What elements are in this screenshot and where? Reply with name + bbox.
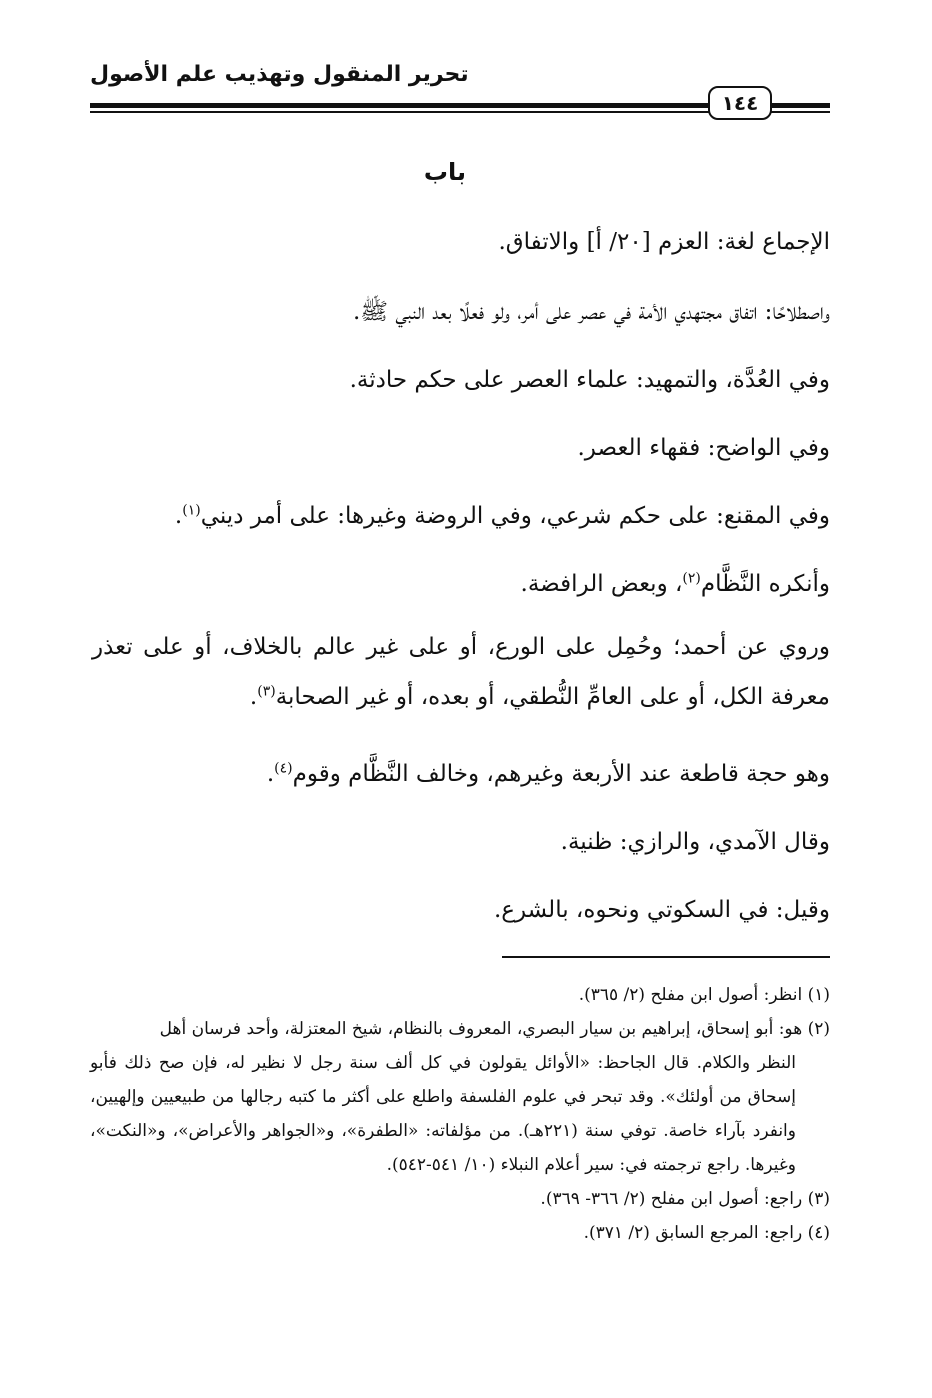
footnote-1: (١) انظر: أصول ابن مفلح (٢/ ٣٦٥). [578, 985, 830, 1005]
paragraph-text: وهو حجة قاطعة عند الأربعة وغيرهم، وخالف النَّظَّام وقوم [292, 761, 830, 787]
paragraph-text: وفي المقنع: على حكم شرعي، وفي الروضة وغيرها: على أمر ديني [200, 503, 830, 529]
paragraph-end: . [174, 503, 183, 529]
paragraph-conclusive-proof [267, 758, 830, 790]
paragraph-technical-definition: واصطلاحًا: اتفاق مجتهدي الأمة في عصر على أمر، ولو فعلًا بعد النبي ﷺ. [352, 299, 830, 325]
paragraph-lexical-definition: الإجماع لغة: العزم [٢٠/ أ] والاتفاق. [498, 229, 830, 255]
paragraph-text: وأنكره النَّظَّام [700, 571, 830, 597]
paragraph-muqni-rawda [175, 500, 830, 532]
footnote-2-lead: (٢) هو: أبو إسحاق، إبراهيم بن سيار البصري، المعروف بالنظام، شيخ المعتزلة، وأحد فرسان أهل [159, 1019, 830, 1039]
footnote-ref-2[interactable]: (٢) [682, 570, 701, 587]
footnote-ref-1[interactable]: (١) [182, 502, 201, 519]
paragraph-amidi-razi: وقال الآمدي، والرازي: ظنية. [560, 829, 830, 855]
chapter-heading: باب [423, 158, 467, 186]
paragraph-ahmad-narration [92, 622, 830, 722]
paragraph-nazzam-denial [521, 568, 830, 600]
paragraph-text-continued: ، وبعض الرافضة. [520, 571, 683, 597]
running-title: تحرير المنقول وتهذيب علم الأصول [90, 62, 469, 87]
paragraph-text: وروي عن أحمد؛ وحُمِل على الورع، أو على غير عالم بالخلاف، أو على تعذر معرفة الكل، أو على العامِّ النُّطقي، أو بعده، أو غير الصحابة [92, 634, 830, 710]
page-number: ١٤٤ [708, 86, 772, 120]
footnote-2 [90, 1012, 830, 1046]
paragraph-wadih: وفي الواضح: فقهاء العصر. [577, 435, 830, 461]
footnote-separator [502, 956, 830, 958]
paragraph-sukuti: وقيل: في السكوتي ونحوه، بالشرع. [493, 897, 830, 923]
paragraph-end: . [249, 684, 258, 710]
paragraph-end: . [266, 761, 275, 787]
footnotes [90, 978, 830, 1250]
footnote-2-continued: النظر والكلام. قال الجاحظ: «الأوائل يقولون في كل ألف سنة رجل لا نظير له، فإن صح ذلك فأبو إسحاق من أولئك». وقد تبحر في علوم الفلسفة واطلع على أكثر ما كتبه رجالها من طبيعيين وإلهيين، وانفرد بآراء خاصة. توفي سنة (٢٢١هـ). من مؤلفاته: «الطفرة»، و«الجواهر والأعراض»، و«النكت»، وغيرها. راجع ترجمته في: سير أعلام النبلاء (١٠/ ٥٤١-٥٤٢). [90, 1053, 796, 1175]
footnote-ref-4[interactable]: (٤) [274, 760, 293, 777]
footnote-3: (٣) راجع: أصول ابن مفلح (٢/ ٣٦٦- ٣٦٩). [540, 1189, 830, 1209]
paragraph-udda-tamhid: وفي العُدَّة، والتمهيد: علماء العصر على حكم حادثة. [349, 367, 830, 393]
footnote-4: (٤) راجع: المرجع السابق (٢/ ٣٧١). [583, 1223, 830, 1243]
footnote-ref-3[interactable]: (٣) [257, 683, 276, 700]
